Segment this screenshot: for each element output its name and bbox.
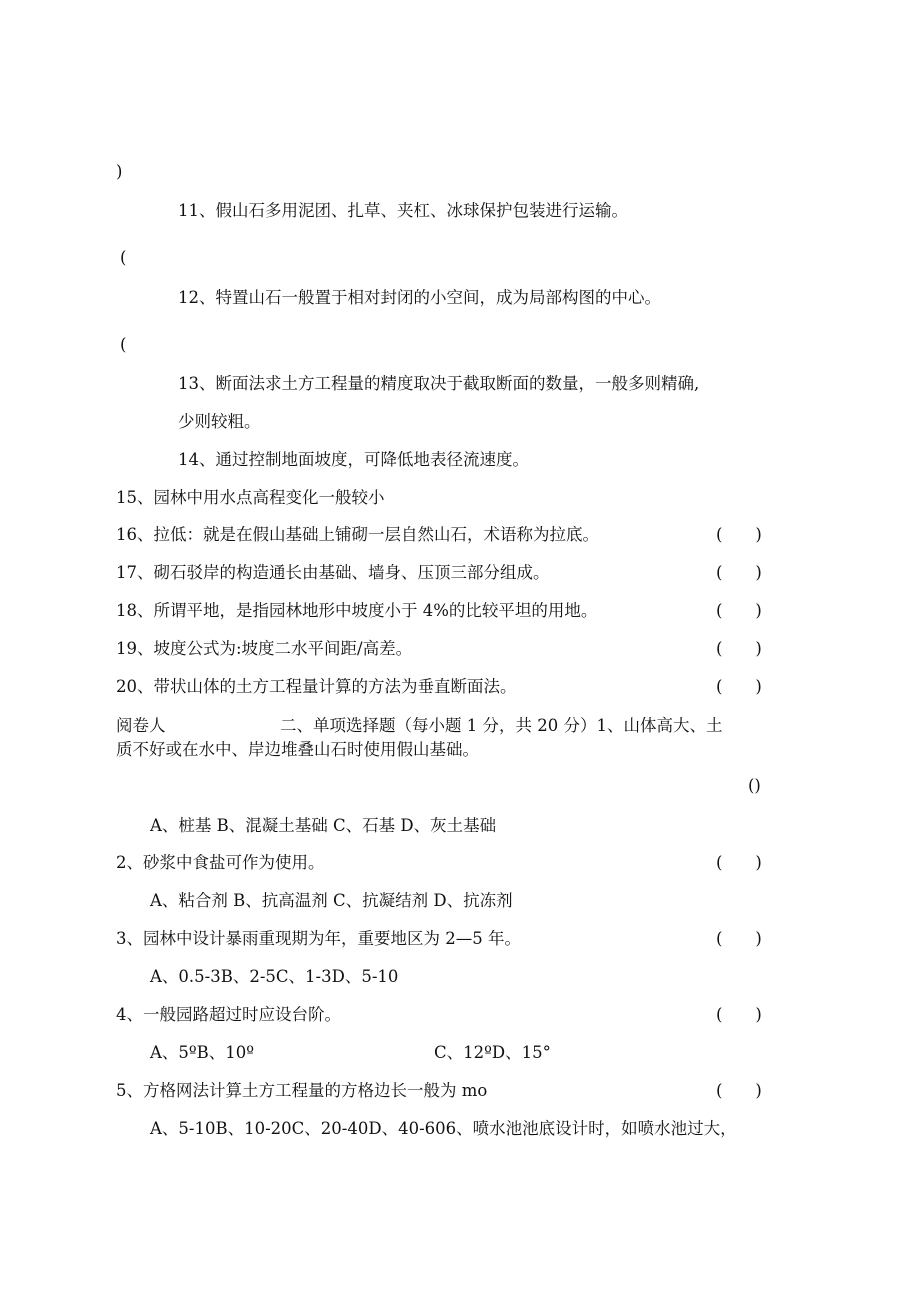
question-20: 20、带状山体的土方工程量计算的方法为垂直断面法。 <box>116 677 517 696</box>
section-2-heading: 二、单项选择题（每小题 1 分，共 20 分）1、山体高大、土 <box>280 716 723 735</box>
question-11: 11、假山石多用泥团、扎草、夹杠、冰球保护包装进行运输。 <box>178 201 628 220</box>
mc-question-1-continued: 质不好或在水中、岸边堆叠山石时使用假山基础。 <box>116 740 479 759</box>
mc-options-5: A、5-10B、10-20C、20-40D、40-606、喷水池池底设计时，如喷水池过大， <box>150 1119 737 1138</box>
mc-question-3: 3、园林中设计暴雨重现期为年，重要地区为 2—5 年。 <box>116 929 521 948</box>
answer-paren: ( ) <box>716 853 762 872</box>
question-17: 17、砌石驳岸的构造通长由基础、墙身、压顶三部分组成。 <box>116 563 550 582</box>
answer-paren: ( ) <box>716 929 762 948</box>
answer-paren: ( ) <box>716 677 762 696</box>
mc-question-4: 4、一般园路超过时应设台阶。 <box>116 1005 341 1024</box>
question-13-continued: 少则较粗。 <box>178 412 261 431</box>
question-16: 16、拉低：就是在假山基础上铺砌一层自然山石，术语称为拉底。 <box>116 525 599 544</box>
answer-paren: ( ) <box>716 525 762 544</box>
answer-paren: ( ) <box>716 563 762 582</box>
mc-options-4a: A、5ºB、10º <box>150 1043 255 1062</box>
text-line: ( <box>120 248 127 267</box>
text-line: ) <box>116 162 123 181</box>
answer-paren: ( ) <box>716 601 762 620</box>
mc-options-4b: C、12ºD、15° <box>434 1043 551 1062</box>
question-19: 19、坡度公式为:坡度二水平间距/高差。 <box>116 639 413 658</box>
mc-options-1: A、桩基 B、混凝土基础 C、石基 D、灰土基础 <box>150 816 497 835</box>
mc-options-3: A、0.5-3B、2-5C、1-3D、5-10 <box>150 967 399 986</box>
question-18: 18、所谓平地，是指园林地形中坡度小于 4%的比较平坦的用地。 <box>116 601 598 620</box>
mc-question-5: 5、方格网法计算土方工程量的方格边长一般为 mo <box>116 1081 488 1100</box>
question-13: 13、断面法求土方工程量的精度取决于截取断面的数量，一般多则精确, <box>178 374 700 393</box>
grader-label: 阅卷人 <box>116 716 166 735</box>
question-15: 15、园林中用水点高程变化一般较小 <box>116 488 385 507</box>
answer-paren: () <box>748 776 761 795</box>
mc-options-2: A、粘合剂 B、抗高温剂 C、抗凝结剂 D、抗冻剂 <box>150 891 513 910</box>
answer-paren: ( ) <box>716 1005 762 1024</box>
mc-question-2: 2、砂浆中食盐可作为使用。 <box>116 853 325 872</box>
answer-paren: ( ) <box>716 639 762 658</box>
answer-paren: ( ) <box>716 1081 762 1100</box>
question-12: 12、特置山石一般置于相对封闭的小空间，成为局部构图的中心。 <box>178 288 661 307</box>
text-line: ( <box>120 335 127 354</box>
question-14: 14、通过控制地面坡度，可降低地表径流速度。 <box>178 450 529 469</box>
